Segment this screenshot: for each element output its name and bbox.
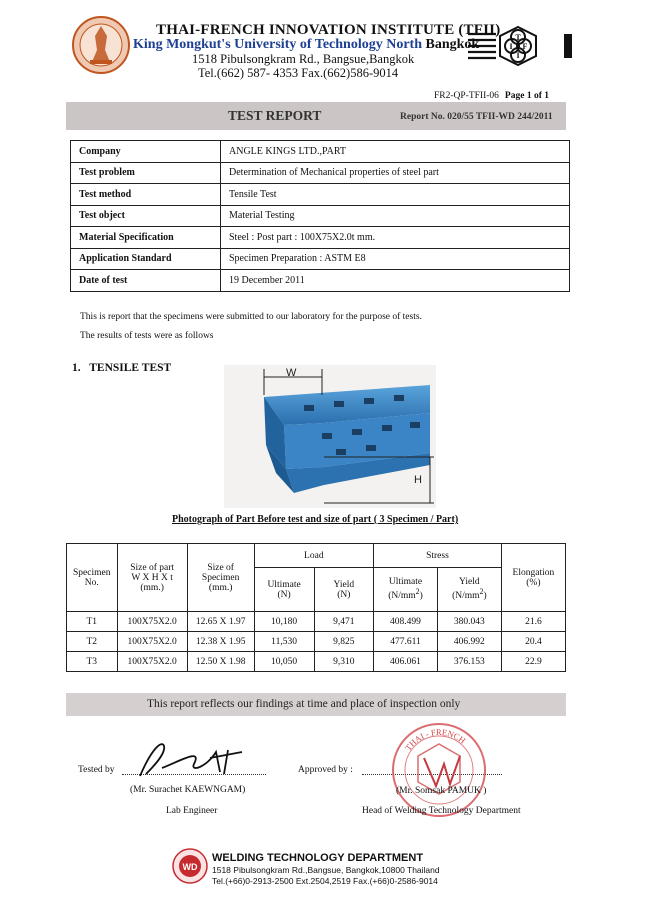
col-load-yield: Yield (N): [314, 568, 374, 612]
info-label: Date of test: [71, 270, 221, 292]
section-title: 1. TENSILE TEST: [72, 362, 172, 374]
steel-part-photo: [224, 365, 436, 508]
col-elongation: Elongation (%): [501, 544, 565, 612]
institute-address: 1518 Pibulsongkram Rd., Bangsue,Bangkok: [192, 52, 415, 66]
tester-name: (Mr. Surachet KAEWNGAM): [130, 785, 246, 795]
tfii-logo: [466, 24, 576, 68]
institute-contact: Tel.(662) 587- 4353 Fax.(662)586-9014: [198, 66, 399, 80]
height-label: H: [414, 474, 422, 486]
result-cell-load-yld: 9,825: [314, 632, 374, 652]
stamp-text: THAI - FRENCH: [402, 726, 468, 753]
info-row: [71, 141, 570, 163]
col-specimen: Specimen No.: [67, 544, 118, 612]
university-seal-logo: [72, 16, 130, 74]
result-cell-load-ult: 10,180: [254, 612, 314, 632]
result-cell-str-ult: 406.061: [374, 652, 438, 672]
page-number: Page 1 of 1: [504, 91, 549, 101]
tested-by-label: Tested by: [78, 765, 115, 775]
info-row: [71, 184, 570, 206]
info-row: [71, 248, 570, 270]
info-label: Test method: [71, 184, 221, 206]
result-cell-str-ult: 477.611: [374, 632, 438, 652]
result-cell-elong: 20.4: [501, 632, 565, 652]
svg-text:THAI - FRENCH: [403, 727, 468, 752]
report-number: Report No. 020/55 TFII-WD 244/2011: [400, 112, 553, 122]
result-row: [67, 632, 566, 652]
tensile-results-table: [66, 543, 566, 672]
result-cell-size-part: 100X75X2.0: [117, 612, 187, 632]
result-cell-elong: 21.6: [501, 612, 565, 632]
result-cell-str-yld: 380.043: [437, 612, 501, 632]
info-row: [71, 162, 570, 184]
info-value: Determination of Mechanical properties of steel part: [221, 162, 570, 184]
tester-signature: [132, 738, 252, 780]
department-address: 1518 Pibulsongkram Rd.,Bangsue, Bangkok,10800 Thailand: [212, 865, 440, 875]
col-size-specimen: Size of Specimen (mm.): [187, 544, 254, 612]
info-value: Specimen Preparation : ASTM E8: [221, 248, 570, 270]
wd-logo: [172, 848, 208, 884]
info-label: Test object: [71, 205, 221, 227]
result-cell-size-spec: 12.38 X 1.95: [187, 632, 254, 652]
logo-letter-f: F: [522, 42, 528, 51]
result-cell-str-ult: 408.499: [374, 612, 438, 632]
form-code: FR2-QP-TFII-06 Page 1 of 1: [434, 91, 549, 101]
result-row: [67, 612, 566, 632]
width-label: W: [286, 367, 297, 379]
info-row: [71, 205, 570, 227]
result-row: [67, 652, 566, 672]
result-cell-elong: 22.9: [501, 652, 565, 672]
result-cell-no: T2: [67, 632, 118, 652]
result-cell-size-spec: 12.50 X 1.98: [187, 652, 254, 672]
info-value: Steel : Post part : 100X75X2.0t mm.: [221, 227, 570, 249]
wd-logo-text: WD: [182, 862, 198, 872]
info-label: Material Specification: [71, 227, 221, 249]
col-stress-yield: Yield $(N/mm^2)$: [437, 568, 501, 612]
result-cell-str-yld: 406.992: [437, 632, 501, 652]
department-contact: Tel.(+66)0-2913-2500 Ext.2504,2519 Fax.(+66)0-2586-9014: [212, 876, 438, 886]
intro-line-2: The results of tests were as follows: [80, 331, 214, 341]
institute-name: THAI-FRENCH INNOVATION INSTITUTE (TFII): [156, 22, 501, 38]
result-cell-size-part: 100X75X2.0: [117, 652, 187, 672]
col-stress: Stress: [374, 544, 502, 568]
department-name: WELDING TECHNOLOGY DEPARTMENT: [212, 852, 424, 864]
approved-by-label: Approved by :: [298, 765, 353, 775]
info-value: Material Testing: [221, 205, 570, 227]
logo-letter-i2: I: [516, 51, 520, 60]
approver-name: (Mr. Somsak PAMUK ): [396, 786, 487, 796]
intro-line-1: This is report that the specimens were submitted to our laboratory for the purpose of tests.: [80, 312, 422, 322]
result-cell-no: T1: [67, 612, 118, 632]
info-value: 19 December 2011: [221, 270, 570, 292]
result-cell-load-yld: 9,310: [314, 652, 374, 672]
info-label: Test problem: [71, 162, 221, 184]
university-name: King Mongkut's University of Technology North Bangkok: [133, 37, 480, 52]
info-row: [71, 227, 570, 249]
result-cell-size-part: 100X75X2.0: [117, 632, 187, 652]
result-cell-load-yld: 9,471: [314, 612, 374, 632]
col-load-ultimate: Ultimate (N): [254, 568, 314, 612]
info-row: [71, 270, 570, 292]
info-value: Tensile Test: [221, 184, 570, 206]
info-label: Company: [71, 141, 221, 163]
col-size-part: Size of part W X H X t (mm.): [117, 544, 187, 612]
col-load: Load: [254, 544, 373, 568]
report-title: TEST REPORT: [228, 108, 322, 123]
logo-letter-i: I: [509, 42, 513, 51]
findings-note: This report reflects our findings at time and place of inspection only: [147, 698, 461, 710]
report-info-table: [70, 140, 570, 292]
tester-role: Lab Engineer: [166, 806, 218, 816]
result-cell-load-ult: 10,050: [254, 652, 314, 672]
result-cell-no: T3: [67, 652, 118, 672]
official-stamp: [384, 720, 494, 820]
result-cell-size-spec: 12.65 X 1.97: [187, 612, 254, 632]
result-cell-load-ult: 11,530: [254, 632, 314, 652]
logo-letter-t: T: [515, 33, 521, 42]
approver-role: Head of Welding Technology Department: [362, 806, 521, 816]
info-label: Application Standard: [71, 248, 221, 270]
info-value: ANGLE KINGS LTD.,PART: [221, 141, 570, 163]
photo-caption: Photograph of Part Before test and size of part ( 3 Specimen / Part): [172, 514, 459, 525]
city-name: Bangkok: [425, 37, 480, 52]
result-cell-str-yld: 376.153: [437, 652, 501, 672]
col-stress-ultimate: Ultimate $(N/mm^2)$: [374, 568, 438, 612]
